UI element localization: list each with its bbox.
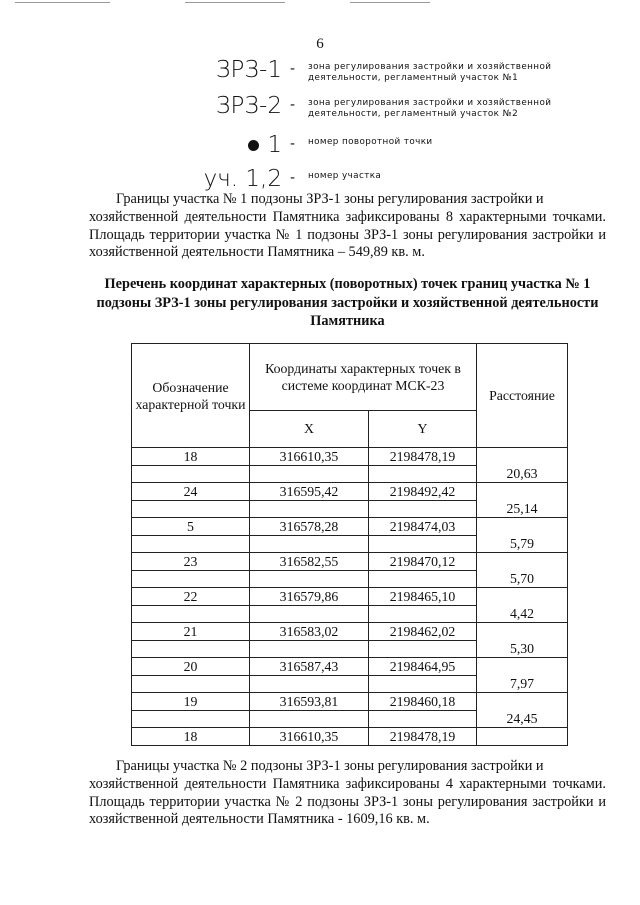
- page-number: 6: [316, 36, 324, 52]
- legend-dash: -: [290, 170, 296, 186]
- spacer-cell: [132, 501, 250, 518]
- spacer-cell: [250, 711, 369, 728]
- table-row-point: [132, 693, 568, 711]
- table-row-point: [132, 483, 568, 501]
- legend-description: номер поворотной точки: [308, 137, 433, 147]
- header-x: X: [250, 411, 369, 448]
- point-id-cell: 5: [132, 518, 250, 536]
- distance-cell: 4,42: [477, 588, 568, 623]
- spacer-cell: [132, 536, 250, 553]
- y-coordinate-cell: 2198478,19: [369, 728, 477, 746]
- spacer-cell: [132, 466, 250, 483]
- distance-cell: 5,70: [477, 553, 568, 588]
- paragraph-first-line: Границы участка № 2 подзоны ЗРЗ-1 зоны регулирования застройки и: [116, 758, 544, 774]
- spacer-cell: [369, 536, 477, 553]
- x-coordinate-cell: 316579,86: [250, 588, 369, 606]
- legend-item-zrz1: [0, 57, 640, 93]
- x-coordinate-cell: 316578,28: [250, 518, 369, 536]
- spacer-cell: [250, 501, 369, 518]
- legend-symbol-point: [248, 132, 282, 158]
- table-row-point: [132, 623, 568, 641]
- x-coordinate-cell: 316610,35: [250, 448, 369, 466]
- coordinates-table-body: [132, 448, 568, 746]
- point-id-cell: 20: [132, 658, 250, 676]
- legend-dash: -: [290, 61, 296, 77]
- point-id-cell: 18: [132, 728, 250, 746]
- y-coordinate-cell: 2198470,12: [369, 553, 477, 571]
- spacer-cell: [250, 641, 369, 658]
- spacer-cell: [250, 676, 369, 693]
- y-coordinate-cell: 2198460,18: [369, 693, 477, 711]
- legend-dash: -: [290, 97, 296, 113]
- spacer-cell: [132, 606, 250, 623]
- y-coordinate-cell: 2198478,19: [369, 448, 477, 466]
- header-point: Обозначение характерной точки: [132, 344, 250, 448]
- legend-description: зона регулирования застройки и хозяйственной деятельности, регламентный участок №2: [308, 98, 552, 119]
- x-coordinate-cell: 316610,35: [250, 728, 369, 746]
- distance-cell: 20,63: [477, 448, 568, 483]
- spacer-cell: [369, 571, 477, 588]
- table-row-point: [132, 588, 568, 606]
- legend-item-zrz2: [0, 93, 640, 129]
- spacer-cell: [369, 676, 477, 693]
- top-rule-left: [15, 2, 110, 3]
- top-rule-right: [350, 2, 430, 3]
- distance-cell: [477, 728, 568, 746]
- spacer-cell: [250, 536, 369, 553]
- distance-cell: 7,97: [477, 658, 568, 693]
- distance-cell: 5,30: [477, 623, 568, 658]
- table-title: Перечень координат характерных (поворотных) точек границ участка № 1 подзоны ЗРЗ-1 зоны регулирования застройки и хозяйственной деятельности Памятника: [96, 276, 599, 329]
- spacer-cell: [132, 676, 250, 693]
- spacer-cell: [369, 466, 477, 483]
- spacer-cell: [369, 606, 477, 623]
- x-coordinate-cell: 316582,55: [250, 553, 369, 571]
- spacer-cell: [250, 606, 369, 623]
- paragraph-body: хозяйственной деятельности Памятника зафиксированы 4 характерными точками. Площадь территории участка № 2 подзоны ЗРЗ-1 зоны регулирования застройки и хозяйственной деятельности Памятника - 1609,16 кв. м.: [89, 775, 606, 828]
- paragraph-plot-1: [89, 191, 606, 262]
- spacer-cell: [132, 711, 250, 728]
- distance-cell: 5,79: [477, 518, 568, 553]
- point-id-cell: 19: [132, 693, 250, 711]
- y-coordinate-cell: 2198464,95: [369, 658, 477, 676]
- coordinates-table: [131, 343, 568, 746]
- header-coordinates: Координаты характерных точек в системе координат МСК-23: [250, 344, 477, 411]
- x-coordinate-cell: 316587,43: [250, 658, 369, 676]
- legend-symbol: уч. 1,2: [203, 166, 282, 192]
- spacer-cell: [132, 641, 250, 658]
- spacer-cell: [369, 501, 477, 518]
- paragraph-first-line: Границы участка № 1 подзоны ЗРЗ-1 зоны регулирования застройки и: [116, 191, 544, 207]
- table-row-point: [132, 448, 568, 466]
- top-rule-middle: [185, 2, 285, 3]
- paragraph-body: хозяйственной деятельности Памятника зафиксированы 8 характерными точками. Площадь территории участка № 1 подзоны ЗРЗ-1 зоны регулирования застройки и хозяйственной деятельности Памятника – 549,89 кв. м.: [89, 208, 606, 261]
- y-coordinate-cell: 2198462,02: [369, 623, 477, 641]
- spacer-cell: [132, 571, 250, 588]
- spacer-cell: [250, 466, 369, 483]
- y-coordinate-cell: 2198492,42: [369, 483, 477, 501]
- point-id-cell: 18: [132, 448, 250, 466]
- legend-item-point-number: [0, 132, 640, 168]
- header-y: Y: [369, 411, 477, 448]
- legend-symbol: ЗРЗ-1: [215, 57, 282, 83]
- legend-symbol: ЗРЗ-2: [215, 93, 282, 119]
- header-distance: Расстояние: [477, 344, 568, 448]
- legend-dash: -: [290, 136, 296, 152]
- table-row-point: [132, 518, 568, 536]
- legend-symbol: 1: [267, 132, 282, 158]
- x-coordinate-cell: 316595,42: [250, 483, 369, 501]
- y-coordinate-cell: 2198474,03: [369, 518, 477, 536]
- legend-description: номер участка: [308, 171, 382, 181]
- legend-description: зона регулирования застройки и хозяйственной деятельности, регламентный участок №1: [308, 62, 552, 83]
- spacer-cell: [369, 641, 477, 658]
- y-coordinate-cell: 2198465,10: [369, 588, 477, 606]
- point-id-cell: 23: [132, 553, 250, 571]
- x-coordinate-cell: 316583,02: [250, 623, 369, 641]
- point-dot-icon: [248, 140, 259, 151]
- distance-cell: 24,45: [477, 693, 568, 728]
- table-row-point: [132, 553, 568, 571]
- table-row-point: [132, 728, 568, 746]
- point-id-cell: 21: [132, 623, 250, 641]
- spacer-cell: [369, 711, 477, 728]
- spacer-cell: [250, 571, 369, 588]
- distance-cell: 25,14: [477, 483, 568, 518]
- point-id-cell: 24: [132, 483, 250, 501]
- x-coordinate-cell: 316593,81: [250, 693, 369, 711]
- paragraph-plot-2: [89, 758, 606, 829]
- point-id-cell: 22: [132, 588, 250, 606]
- table-row-point: [132, 658, 568, 676]
